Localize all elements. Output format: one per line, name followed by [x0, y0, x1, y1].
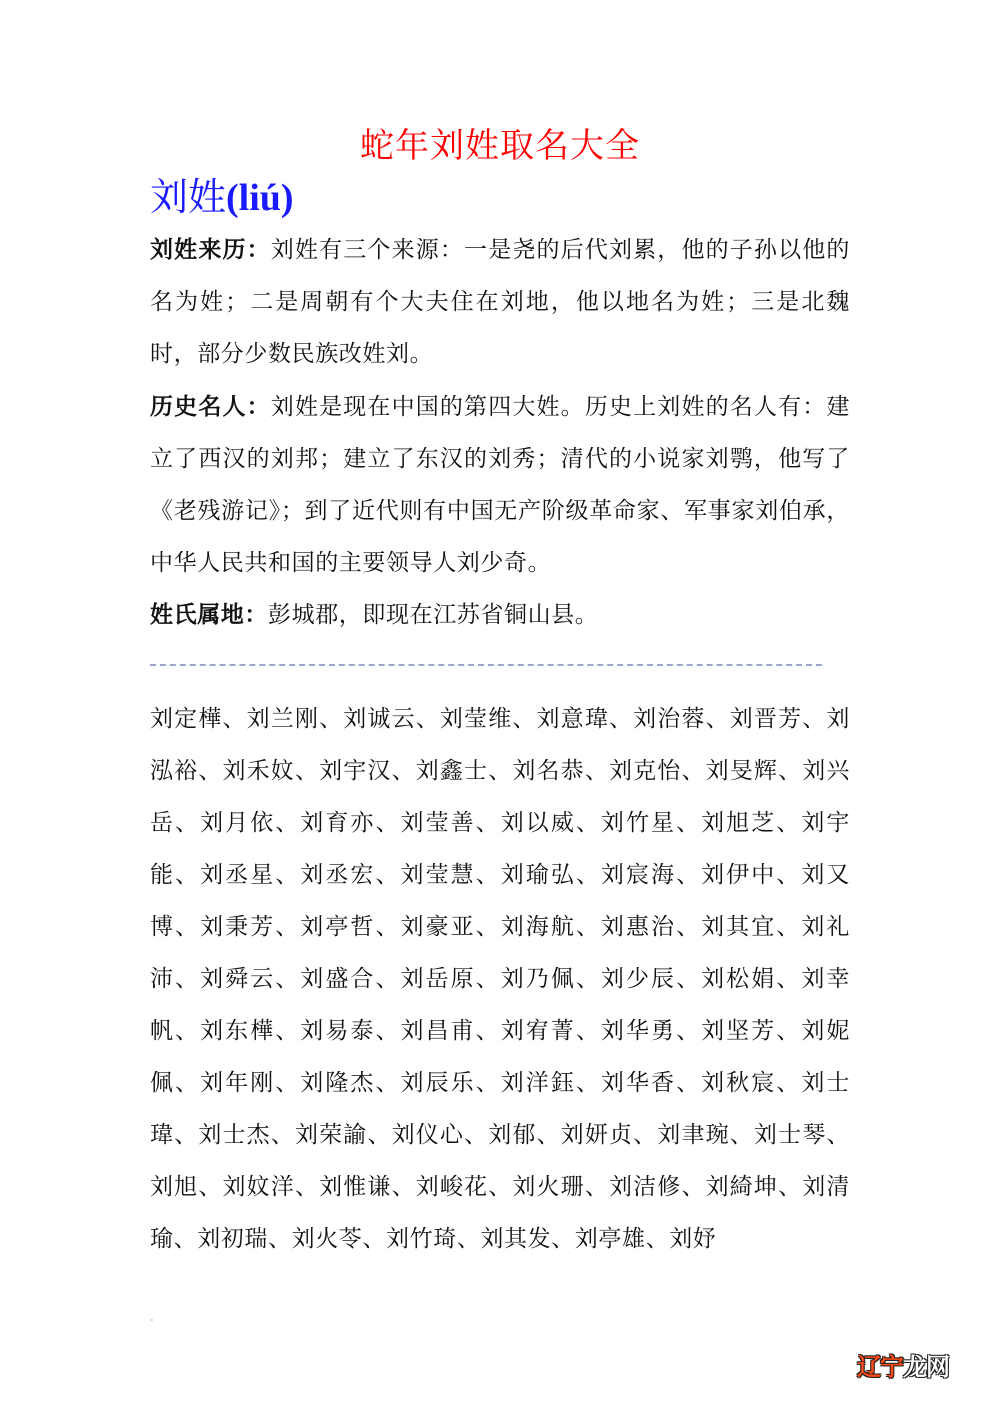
- section-text: 刘姓有三个来源：一是尧的后代刘累，他的子孙以他的名为姓；二是周朝有个大夫住在刘地，他以地名为姓；三是北魏时，部分少数民族改姓刘。: [150, 237, 851, 367]
- section-text: 刘姓是现在中国的第四大姓。历史上刘姓的名人有：建立了西汉的刘邦；建立了东汉的刘秀；清代的小说家刘鹗，他写了《老残游记》；到了近代则有中国无产阶级革命家、军事家刘伯承，中华人民共和国的主要领导人刘少奇。: [150, 394, 851, 576]
- surname-pinyin: (liú): [226, 177, 294, 219]
- document-title: 蛇年刘姓取名大全: [360, 126, 640, 166]
- section-ancestral-place: [150, 589, 850, 641]
- scan-speck: [150, 1319, 153, 1321]
- section-label: 历史名人：: [150, 393, 271, 420]
- section-famous-people: [150, 381, 850, 589]
- watermark-logo: [857, 1352, 949, 1382]
- watermark-part-2: 龙网: [903, 1353, 949, 1381]
- section-origin: [150, 224, 850, 380]
- names-list: 刘定樺、刘兰刚、刘诚云、刘莹维、刘意瑋、刘治蓉、刘晋芳、刘泓裕、刘禾妏、刘宇汉、刘鑫士、刘名恭、刘克怡、刘旻辉、刘兴岳、刘月依、刘育亦、刘莹善、刘以威、刘竹星、刘旭芝、刘宇能、刘丞星、刘丞宏、刘莹慧、刘瑜弘、刘宸海、刘伊中、刘又博、刘秉芳、刘亭哲、刘豪亚、刘海航、刘惠治、刘其宜、刘礼沛、刘舜云、刘盛合、刘岳原、刘乃佩、刘少辰、刘松娟、刘幸帆、刘东樺、刘易泰、刘昌甫、刘宥菁、刘华勇、刘坚芳、刘妮佩、刘年刚、刘隆杰、刘辰乐、刘洋鈺、刘华香、刘秋宸、刘士瑋、刘士杰、刘荣諭、刘仪心、刘郁、刘妍贞、刘聿琬、刘士琴、刘旭、刘妏洋、刘惟谦、刘峻花、刘火珊、刘洁修、刘綺坤、刘清瑜、刘初瑞、刘火苓、刘竹琦、刘其发、刘亭雄、刘妤: [150, 706, 850, 1252]
- watermark-part-1: 辽宁: [857, 1353, 903, 1381]
- section-text: 彭城郡，即现在江苏省铜山县。: [268, 602, 599, 628]
- section-label: 姓氏属地：: [150, 601, 268, 628]
- dashed-divider: [150, 664, 822, 666]
- section-label: 刘姓来历：: [150, 236, 271, 263]
- surname-text: 刘姓: [150, 175, 227, 219]
- surname-heading: [150, 172, 294, 223]
